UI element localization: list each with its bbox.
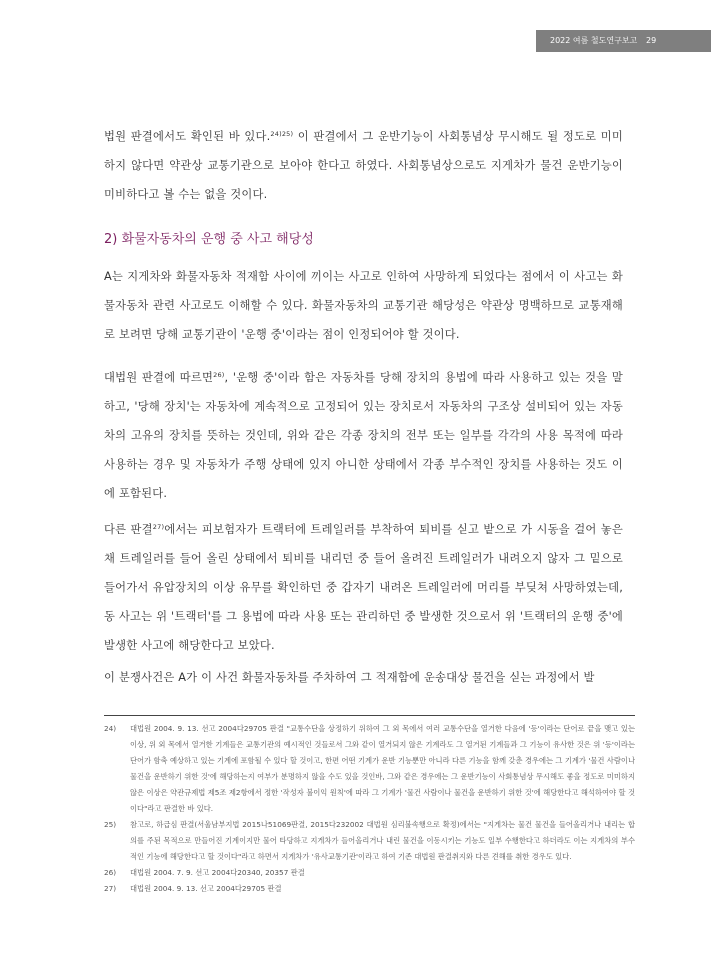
running-header-title: 2022 여름 철도연구보고	[550, 36, 638, 45]
footnote	[104, 817, 635, 865]
paragraph-1	[104, 122, 623, 209]
footnote-text: 대법원 2004. 7. 9. 선고 2004다20340, 20357 판결	[130, 868, 305, 877]
paragraph-4	[104, 515, 623, 660]
footnote-number: 27)	[104, 884, 117, 893]
footnote-reference: 24)25)	[270, 130, 294, 138]
paragraph-text: A는 지게차와 화물자동차 적재함 사이에 끼이는 사고로 인하여 사망하게 되었다는 점에서 이 사고는 화물자동차 관련 사고로도 이해할 수 있다. 화물자동차의 교통기관 해당성은 약관상 명백하므로 교통재해로 보려면 당해 교통기관이 '운행 중'이라는 점이 인정되어야 할 것이다.	[104, 270, 623, 341]
paragraph-3	[104, 363, 623, 508]
footnotes	[104, 721, 635, 897]
running-header	[536, 30, 711, 52]
paragraph-5	[104, 663, 623, 692]
footnote-number: 24)	[104, 724, 117, 733]
footnote	[104, 721, 635, 817]
footnote	[104, 881, 635, 897]
paragraph-text: 이 판결에서 그 운반기능이 사회통념상 무시해도 될 정도로 미미하지 않다면 약관상 교통기관으로 보아야 한다고 하였다. 사회통념상으로도 지게차가 물건 운반기능이 미비하다고 볼 수는 없을 것이다.	[104, 130, 623, 201]
footnote-reference: 26)	[213, 371, 225, 379]
paragraph-text: , '운행 중'이라 함은 자동차를 당해 장치의 용법에 따라 사용하고 있는 것을 말하고, '당해 장치'는 자동차에 계속적으로 고정되어 있는 장치로서 자동차의 구조상 설비되어 있는 자동차의 고유의 장치를 뜻하는 것인데, 위와 같은 각종 장치의 전부 또는 일부를 각각의 사용 목적에 따라 사용하는 경우 및 자동차가 주행 상태에 있지 아니한 상태에서 각종 부수적인 장치를 사용하는 것도 이에 포함된다.	[104, 371, 623, 500]
paragraph-text: 대법원 판결에 따르면	[104, 371, 214, 384]
paragraph-2	[104, 262, 623, 349]
paragraph-text: 에서는 피보험자가 트랙터에 트레일러를 부착하여 퇴비를 싣고 밭으로 가 시동을 걸어 놓은 채 트레일러를 들어 올린 상태에서 퇴비를 내리던 중 들어 올려진 트레일러가 내려오지 않자 그 밑으로 들어가서 유압장치의 이상 유무를 확인하던 중 갑자기 내려온 트레일러에 머리를 부딪쳐 사망하였는데, 동 사고는 위 '트랙터'를 그 용법에 따라 사용 또는 관리하던 중 발생한 것으로서 위 '트랙터의 운행 중'에 발생한 사고에 해당한다고 보았다.	[104, 523, 623, 652]
footnote-divider	[104, 715, 635, 716]
footnote-text: 대법원 2004. 9. 13. 선고 2004다29705 판결 "교통수단을 상정하기 위하여 그 외 목에서 여러 교통수단을 열거한 다음에 '등'이라는 단어로 끝을 맺고 있는 이상, 위 외 목에서 열거한 기계들은 교통기관의 예시적인 것들로서 그와 같이 열거되지 않은 기계라도 그 열거된 기계들과 그 기능이 유사한 것은 위 '등'이라는 단어가 함축 예상하고 있는 기계에 포함될 수 있다 할 것이고, 한편 어떤 기계가 운반 기능뿐만 아니라 다른 기능을 함께 갖춘 경우에는 그 기계가 '물건 사람이나 물건을 운반하기 위한 것'에 해당하는지 여부가 분명하지 않을 수도 있을 것인바, 그와 같은 경우에는 그 운반기능이 사회통념상 무시해도 좋을 정도로 미미하지 않은 이상은 약관규제법 제5조 제2항에서 정한 '작성자 불이익 원칙'에 따라 그 기계가 '물건 사람이나 물건을 운반하기 위한 것'에 해당한다고 해석하여야 할 것이다"라고 판결한 바 있다.	[130, 724, 635, 813]
footnote-text: 참고로, 하급심 판결(서울남부지법 2015나51069판결, 2015다232002 대법원 심리불속행으로 확정)에서는 "지게차는 물건 물건을 들어올리거나 내리는 합의를 주된 목적으로 만들어진 기계이지만 물어 타당하고 지게차가 들어올리거나 내린 물건을 이동시키는 기능도 일부 수행한다고 하더라도 이는 지게차의 부수적인 기능에 해당한다고 할 것이다"라고 하면서 지게차가 '유사교통기관'이라고 하여 기존 대법원 판결취지와 다른 견해를 취한 경우도 있다.	[130, 820, 635, 861]
footnote-number: 25)	[104, 820, 117, 829]
paragraph-text: 이 분쟁사건은 A가 이 사건 화물자동차를 주차하여 그 적재함에 운송대상 물건을 싣는 과정에서 발	[104, 671, 595, 684]
paragraph-text: 다른 판결	[104, 523, 153, 536]
footnote-number: 26)	[104, 868, 117, 877]
page-number: 29	[646, 36, 657, 45]
section-heading: 2) 화물자동차의 운행 중 사고 해당성	[104, 232, 314, 247]
footnote-text: 대법원 2004. 9. 13. 선고 2004다29705 판결	[130, 884, 282, 893]
footnote-reference: 27)	[152, 523, 165, 531]
paragraph-text: 법원 판결에서도 확인된 바 있다.	[104, 130, 271, 143]
footnote	[104, 865, 635, 881]
